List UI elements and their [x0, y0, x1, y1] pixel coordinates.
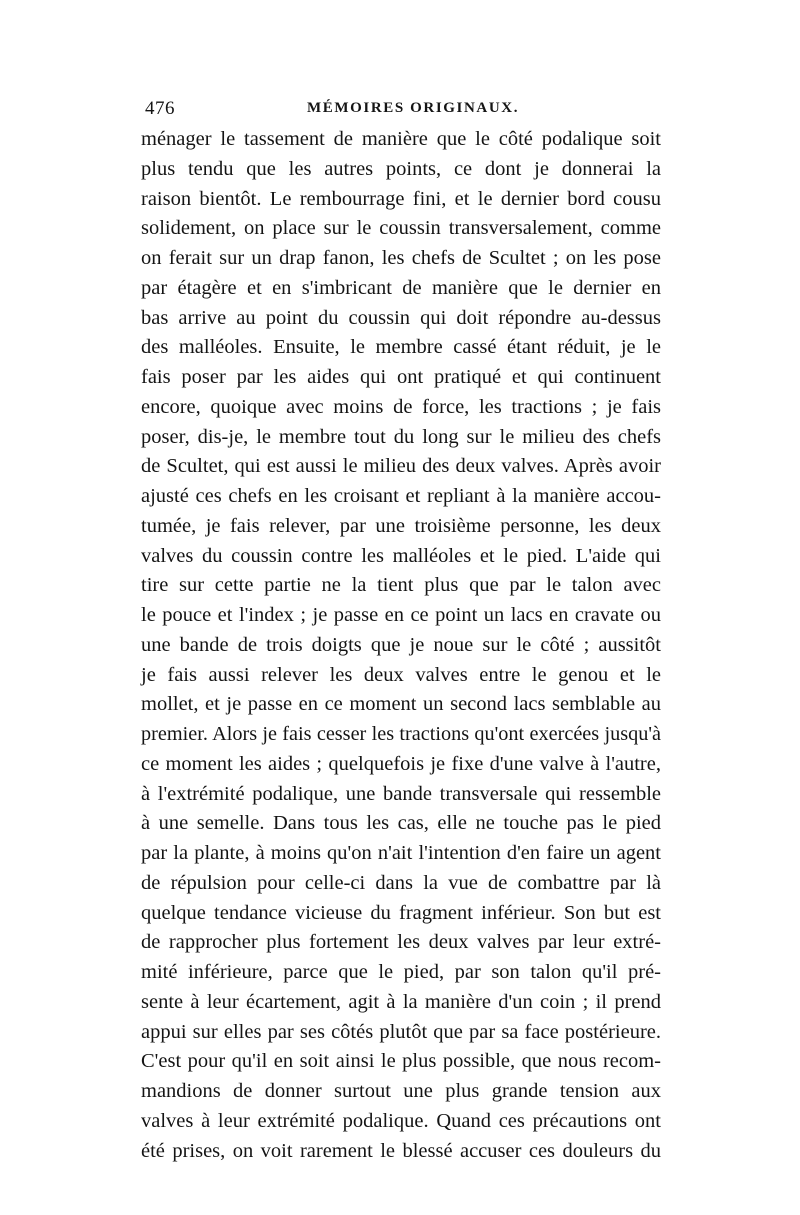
- text-line: ce moment les aides ; quelquefois je fixe d'une valve à l'autre,: [141, 752, 661, 775]
- text-line: tire sur cette partie ne la tient plus que par le talon avec: [141, 574, 661, 597]
- text-line: on ferait sur un drap fanon, les chefs de Scultet ; on les pose: [141, 247, 661, 269]
- text-line: ajusté ces chefs en les croisant et repliant à la manière accou-: [141, 485, 661, 507]
- text-line: poser, dis-je, le membre tout du long sur le milieu des chefs: [141, 425, 661, 448]
- text-line: par la plante, à moins qu'on n'ait l'intention d'en faire un agent: [141, 842, 661, 864]
- text-line: plus tendu que les autres points, ce dont je donnerai la: [141, 157, 661, 180]
- text-line: mollet, et je passe en ce moment un second lacs semblable au: [141, 693, 661, 716]
- running-title: MÉMOIRES ORIGINAUX.: [307, 100, 520, 116]
- text-line: sente à leur écartement, agit à la manière d'un coin ; il prend: [141, 990, 661, 1013]
- text-line: fais poser par les aides qui ont pratiqué et qui continuent: [141, 366, 661, 388]
- text-line: solidement, on place sur le coussin transversalement, comme: [141, 217, 661, 240]
- text-line: à l'extrémité podalique, une bande transversale qui ressemble: [141, 782, 661, 805]
- text-line: été prises, on voit rarement le blessé accuser ces douleurs du: [141, 1139, 661, 1162]
- text-line: C'est pour qu'il en soit ainsi le plus possible, que nous recom-: [141, 1050, 661, 1073]
- text-line: tumée, je fais relever, par une troisième personne, les deux: [141, 514, 661, 537]
- text-line: valves à leur extrémité podalique. Quand ces précautions ont: [141, 1109, 661, 1132]
- text-line: une bande de trois doigts que je noue sur le côté ; aussitôt: [141, 633, 661, 656]
- text-line: premier. Alors je fais cesser les tractions qu'ont exercées jusqu'à: [141, 723, 661, 745]
- text-line: des malléoles. Ensuite, le membre cassé étant réduit, je le: [141, 336, 661, 359]
- text-line: valves du coussin contre les malléoles et le pied. L'aide qui: [141, 544, 661, 567]
- text-line: mité inférieure, parce que le pied, par son talon qu'il pré-: [141, 961, 661, 983]
- text-line: raison bientôt. Le rembourrage fini, et le dernier bord cousu: [141, 187, 661, 210]
- text-line: appui sur elles par ses côtés plutôt que par sa face postérieure.: [141, 1020, 661, 1043]
- text-line: de Scultet, qui est aussi le milieu des deux valves. Après avoir: [141, 455, 661, 478]
- text-line: je fais aussi relever les deux valves entre le genou et le: [141, 663, 661, 686]
- body-text: [141, 125, 661, 1166]
- text-line: de répulsion pour celle-ci dans la vue de combattre par là: [141, 871, 661, 894]
- text-line: encore, quoique avec moins de force, les tractions ; je fais: [141, 395, 661, 418]
- text-line: le pouce et l'index ; je passe en ce point un lacs en cravate ou: [141, 604, 661, 626]
- text-line: bas arrive au point du coussin qui doit répondre au-dessus: [141, 306, 661, 329]
- text-line: par étagère et en s'imbricant de manière que le dernier en: [141, 276, 661, 299]
- text-line: de rapprocher plus fortement les deux valves par leur extré-: [141, 931, 661, 954]
- text-line: ménager le tassement de manière que le côté podalique soit: [141, 128, 661, 150]
- page-number: 476: [145, 98, 175, 119]
- text-line: à une semelle. Dans tous les cas, elle ne touche pas le pied: [141, 812, 661, 835]
- running-head: [145, 98, 665, 124]
- text-line: mandions de donner surtout une plus grande tension aux: [141, 1080, 661, 1102]
- text-line: quelque tendance vicieuse du fragment inférieur. Son but est: [141, 901, 661, 924]
